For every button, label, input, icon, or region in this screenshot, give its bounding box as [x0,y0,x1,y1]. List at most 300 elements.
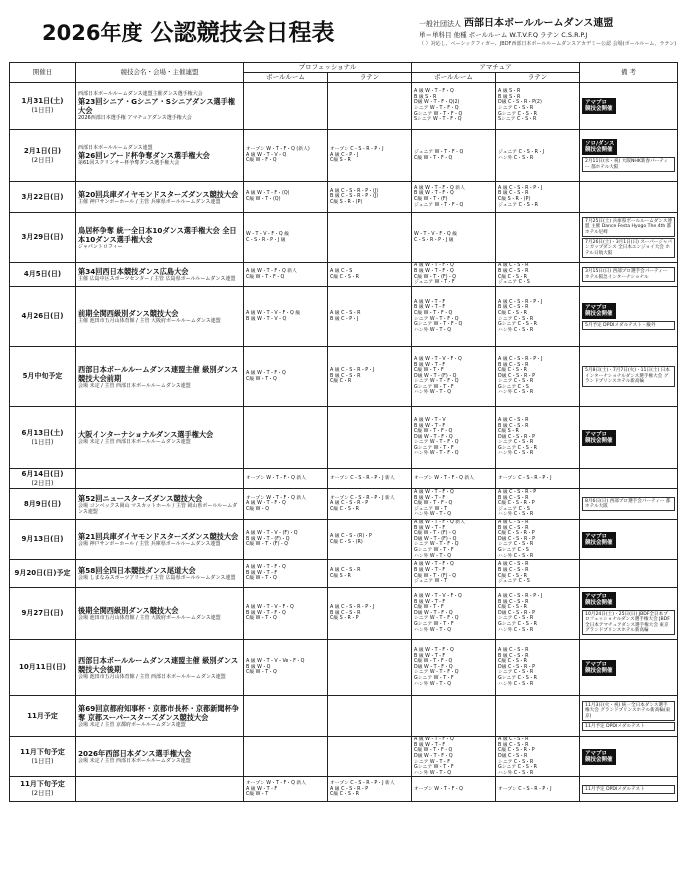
badge-line: アマプロ [585,100,608,106]
ama-ballroom-class: B 級 W・T・F [414,423,446,429]
badge-line: アマプロ [585,431,608,438]
ama-ballroom-class: B 級 S・R [414,94,437,100]
ama-ballroom-class: D級 W・T・F・Q [414,610,453,616]
event-venue: 会場 神戸サンボーホール / 主管 兵庫県ボールルームダンス連盟 [78,541,221,548]
schedule-table [9,62,678,802]
ama-ballroom-class: Gシニア W・T・F [414,384,454,390]
badge-line: ソロ/ダンス [585,141,615,148]
table-row [10,182,678,213]
event-date-text: 6月14日(日) [21,469,64,478]
ama-latin-class: A 級 C・S・R [498,417,529,423]
ama-ballroom-class: B 級 W・T・F・Q [414,191,454,197]
pro-am-badge [582,749,616,765]
pro-ballroom-class: C級 W・T [246,792,269,798]
ama-ballroom-class: A 級 W・T・F・Q [414,490,454,496]
pro-latin-class: C級 C・S・R [330,792,359,798]
ama-latin-class: Gシニア C・S [498,547,529,553]
ama-latin-class: シニア C・S・R [498,316,534,322]
pro-latin-class: C級 S・R・(P) [330,199,363,205]
event-date [10,489,76,520]
ama-ballroom-class: ジュニア W・T・F [414,280,455,286]
ama-latin-class: B 級 C・S・R [498,742,529,748]
ama-latin-cell [496,777,580,802]
ama-latin-cell [496,640,580,696]
notes-cell [580,489,678,520]
event-name: 2026年西部日本ダンス選手権大会 [78,749,192,759]
event-venue: 主催 池田市五月山体育館 / 主管 大阪府ボールルームダンス連盟 [78,318,221,324]
ama-ballroom-class: Gシニア W・T・F [414,765,454,771]
ama-latin-class: シニア C・S・R [498,379,534,385]
table-row [10,640,678,696]
ama-ballroom-class: シニア W・T・F・Q [414,379,459,385]
event-cell [76,469,244,489]
ama-ballroom-class: A 級 W・T・F [414,299,446,305]
title-year: 2026年度 [42,21,143,45]
badge-line: アマプロ [585,533,608,540]
notes-cell [580,263,678,287]
ama-ballroom-class: Gシニア W・T・F・Q [414,322,463,328]
notes-cell [580,469,678,489]
ama-ballroom-class: シニア W・T・F [414,759,450,765]
ama-ballroom-class: シニア W・T・F・Q [414,670,459,676]
ama-latin-class: A 級 C・S・R・P・J [498,356,543,362]
event-date-text: 8月9日(日) [23,499,62,508]
ama-ballroom-cell [412,588,496,640]
ama-ballroom-class: A 級 W・T・V・F・Q [414,356,462,362]
ama-ballroom-class: ハン外 W・T・Q [414,627,451,633]
pro-ballroom-cell [244,640,328,696]
pro-am-badge [582,532,616,548]
ama-latin-class: ハン外 C・S・R [498,451,534,457]
event-date-text: 4月5日(日) [23,270,62,278]
ama-latin-class: オープン C・S・R・P・J [498,475,552,481]
ama-latin-class: ジュニア C・S・R [498,202,538,208]
ama-ballroom-cell [412,130,496,182]
event-name: 第58回全四日本競技ダンス尾道大会 [78,566,196,576]
ama-latin-class: A 級 C・S・R [498,562,529,568]
event-date [10,407,76,469]
ama-latin-class: A 級 C・S・R・P・J [498,185,543,191]
ama-latin-class: D級 C・S・R・P(2) [498,100,542,106]
ama-latin-class: A 級 C・S・R [498,263,529,269]
table-row [10,287,678,347]
event-venue: 主催 神戸サンボーホール / 主管 兵庫県ボールルームダンス連盟 [78,198,221,205]
col-pro: プロフェッショナル [244,63,412,73]
ama-ballroom-class: D級 W・T・F・Q [414,664,453,670]
ama-latin-class: ハン外 C・S・R [498,681,534,687]
event-date [10,737,76,777]
ama-ballroom-class: A 級 W・T・F・Q [414,263,454,269]
ama-latin-class: C級 C・S・R [498,659,528,665]
col-ama-latin: ラテン [496,73,580,83]
ama-latin-class: シニア C・S・R [498,759,534,765]
ama-ballroom-class: C級 W・T・(F)・Q [414,573,457,579]
pro-ballroom-class: オープン W・T・F・Q 新人 [246,780,306,786]
page-title [42,14,334,47]
ama-ballroom-class: B 級 W・T・F・Q [414,268,454,274]
ama-ballroom-class: D級 W・T・(F)・Q [414,536,457,542]
pro-latin-cell [328,469,412,489]
pro-latin-cell [328,130,412,182]
event-name: 第34回西日本競技ダンス広島大会 [78,267,189,276]
pro-latin-cell [328,737,412,777]
pro-ballroom-class: A 級 W・T・F・Q [246,370,286,376]
ama-latin-class: ジュニア C・S [498,579,530,585]
ama-ballroom-cell [412,263,496,287]
table-row [10,777,678,802]
badge-line: アマプロ [585,304,608,311]
badge-line: 競技会開催 [585,599,613,606]
event-day-index: (2日目) [31,155,54,164]
ama-ballroom-class: ハン外 W・T・Q [414,512,451,518]
event-date-text: 11月下旬予定 [20,747,65,756]
pro-ballroom-class: オープン W・T・F・Q 新人 [246,475,306,481]
ama-latin-class: C級 S・R・(P) [498,197,531,202]
ama-ballroom-class: ハン外 W・T・Q [414,681,451,687]
ama-latin-class: C級 C・S・R [498,573,528,579]
pro-ballroom-cell [244,777,328,802]
event-date-text: 9月27日(日) [21,609,64,618]
ama-latin-class: ハン外 C・S・R [498,155,534,161]
event-organizer: 西部日本ボールルームダンス連盟主催ダンス選手権大会 [78,91,203,97]
ama-ballroom-class: Sシニア W・T・F・Q [414,117,462,123]
notes-cell [580,520,678,560]
badge-line: 競技会開催 [585,437,613,444]
ama-ballroom-class: B 級 W・T・F [414,362,446,368]
ama-ballroom-class: シニア W・T・F・Q [414,616,459,622]
ama-ballroom-cell [412,640,496,696]
pro-am-badge [582,430,616,446]
event-date-text: 3月22日(日) [21,192,64,201]
table-row [10,696,678,737]
ama-latin-class: C級 C・S・R・P [498,501,535,507]
event-cell [76,213,244,263]
ama-ballroom-class: ハン外 W・T・Q [414,327,451,333]
ama-ballroom-class: D級 W・T・F・Q [414,434,453,440]
event-venue: 第61回スクリンサー杯争奪ダンス選手権大会 [78,160,180,166]
notes-cell [580,696,678,737]
ama-ballroom-class: C級 W・T・F・Q [414,748,453,754]
table-row [10,588,678,640]
ama-latin-class: シニア C・S・R [498,106,534,111]
event-name: 大阪インターナショナルダンス選手権大会 [78,430,214,439]
pro-latin-cell [328,347,412,407]
ama-latin-class: ジュニア C・S・R・J [498,149,545,155]
badge-line: 競技会開催 [585,310,613,317]
event-date [10,130,76,182]
ama-ballroom-cell [412,182,496,213]
event-venue: 会場 未定 / 主管 西部日本ボールルームダンス連盟 [78,758,191,765]
pro-ballroom-class: C級 W・T・Q [246,616,277,622]
notes-cell [580,560,678,588]
event-name: 第20回兵庫ダイヤモンドスターズダンス競技大会 [78,189,239,199]
pro-ballroom-cell [244,83,328,130]
pro-latin-cell [328,696,412,737]
pro-latin-class: A 級 C・S・R・P・J [330,605,375,611]
pro-latin-class: A 級 C・S・R・P [330,501,369,507]
pro-latin-class: B 級 C・P・J [330,316,359,322]
ama-latin-class: C級 C・S・R・P [498,531,535,537]
ama-latin-cell [496,287,580,347]
note-box: 11月3日(火・祝) 統一全日本ダンス選手権大会 グランドプリンスホテル新高輪(東京) [582,701,675,721]
pro-ballroom-class: B 級 W・T・F [246,570,278,576]
event-cell [76,640,244,696]
ama-latin-class: D級 C・S・R・P [498,664,536,670]
ama-latin-cell [496,737,580,777]
event-name: 第21回兵庫ダイヤモンドスターズダンス競技大会 [78,532,239,542]
pro-ballroom-cell [244,182,328,213]
note-box: 7月25日(土) 兵庫県ボールルームダンス連盟 主催 Dance Festa Hyogo The 4th 都ホテル尼崎 [582,217,675,237]
pro-ballroom-class: C級 W・T・Q [246,670,277,676]
note-box: 7月26日(土)・3月1日(日) スーパージャパンカップダンス 全日本エンジョイ大会 ホテル日航大阪 [582,238,675,258]
event-venue: 会場 池田市五月山体育館 / 主管 大阪府ボールルームダンス連盟 [78,615,221,622]
pro-latin-class: A 級 C・S・R・P [330,786,369,792]
pro-latin-class: C級 C・S・R [330,506,359,512]
event-date [10,560,76,588]
pro-latin-class: A 級 C・S・R [330,310,361,316]
ama-latin-cell [496,182,580,213]
pro-latin-cell [328,520,412,560]
pro-latin-cell [328,640,412,696]
table-row [10,263,678,287]
ama-latin-class: B 級 C・S・R [498,191,529,197]
event-name: 第52回ニュースターズダンス競技大会 [78,493,203,503]
col-ama: アマチュア [412,63,580,73]
pro-latin-class: オープン C・S・R・P・J 新人 [330,475,395,481]
ama-ballroom-class: B 級 W・T・F [414,525,446,531]
pro-latin-cell [328,777,412,802]
pro-latin-class: A 級 C・S・R [330,568,361,574]
ama-ballroom-cell [412,520,496,560]
col-date: 開催日 [10,63,76,83]
org-title: 西部日本ボールルームダンス連盟 [464,18,614,29]
ama-ballroom-cell [412,469,496,489]
pro-latin-cell [328,560,412,588]
ama-ballroom-class: Gシニア W・T・F [414,676,454,682]
ama-latin-class: Gシニア C・S・R [498,445,537,451]
pro-latin-class: オープン C・S・R・P・J 新人 [330,495,395,501]
ama-ballroom-class: C・S・R・P・J 級 [414,237,454,243]
ama-ballroom-class: ハン外 W・T・Q [414,390,451,396]
ama-latin-class: A 級 C・S・R [498,520,529,525]
pro-ballroom-class: B 級 W・Q [246,664,271,670]
notes-cell [580,213,678,263]
ama-ballroom-class: ハン外 W・T・F・Q [414,451,459,457]
pro-ballroom-cell [244,287,328,347]
event-date [10,182,76,213]
ama-latin-cell [496,696,580,737]
pro-ballroom-cell [244,520,328,560]
ama-latin-class: ハン外 C・S・R [498,770,534,776]
event-venue: 主催 広島中区スポーツセンター / 主管 広島県ボールルームダンス連盟 [78,276,236,282]
ama-ballroom-class: A 級 W・T・F・Q 新人 [414,185,465,191]
pro-latin-class: A 級 C・S・R・P・J [330,368,375,374]
ama-latin-class: C級 C・S・R [498,605,528,611]
ama-latin-cell [496,560,580,588]
table-row [10,469,678,489]
ama-latin-class: A 級 C・S・R [498,737,529,743]
note-box: 8月6日(日) 西部プロ選手会パーティー 都ホテル大阪 [582,497,675,512]
ama-ballroom-class: C級 W・T・(F)・Q [414,531,457,537]
ama-latin-class: A 級 C・S・R・P・J [498,299,543,305]
ama-latin-class: B 級 C・S・R [498,653,529,659]
ama-ballroom-class: オープン W・T・F・Q [414,786,463,792]
ama-ballroom-class: C級 W・T・F [414,605,444,611]
badge-line: 競技会開催 [585,539,613,546]
ama-ballroom-cell [412,213,496,263]
pro-am-badge [582,660,616,676]
pro-ballroom-class: C級 W・Q [246,506,269,512]
event-date [10,347,76,407]
ama-latin-class: C級 S・R [498,429,519,435]
badge-line: 競技会開催 [585,147,613,154]
col-notes: 備 考 [580,63,678,83]
ama-ballroom-cell [412,407,496,469]
event-date [10,213,76,263]
ama-ballroom-class: ハン外 W・T・Q [414,553,451,559]
ama-ballroom-cell [412,696,496,737]
ama-latin-class: Gシニア C・S・R [498,111,537,117]
pro-ballroom-cell [244,347,328,407]
badge-line: アマプロ [585,750,608,757]
pro-ballroom-class: A 級 W・T・F [246,786,278,792]
pro-latin-class: B 級 C・S・R [330,610,361,616]
event-date [10,640,76,696]
event-cell [76,777,244,802]
notes-cell [580,83,678,130]
ama-latin-cell [496,213,580,263]
ama-ballroom-class: B 級 W・T・F [414,495,446,501]
event-date-text: 2月1日(日) [23,146,62,155]
event-date [10,588,76,640]
pro-ballroom-class: B 級 W・T・F・Q [246,610,286,616]
badge-line: アマプロ [585,593,608,600]
ama-latin-class: B 級 C・S・R [498,599,529,605]
ama-latin-class: B 級 S・R [498,94,521,100]
ama-ballroom-class: ジュニア W・T・F・Q [414,202,464,208]
ama-latin-class: B 級 C・S・R [498,268,529,274]
ama-latin-cell [496,130,580,182]
table-row [10,560,678,588]
pro-latin-class: B 級 C・S・R・P・(J) [330,194,379,200]
ama-ballroom-class: B 級 W・T・F [414,742,446,748]
event-venue: ジャパントロフィー [78,243,123,250]
pro-ballroom-cell [244,263,328,287]
ama-ballroom-cell [412,83,496,130]
ama-ballroom-class: D級 W・T・(F)・Q [414,373,457,379]
ama-ballroom-class: B 級 W・T・F [414,568,446,574]
ama-latin-class: シニア C・S・R [498,440,534,446]
event-date-text: 4月26日(日) [21,312,64,320]
event-cell [76,520,244,560]
pro-ballroom-cell [244,696,328,737]
ama-ballroom-class: Gシニア W・T・F [414,622,454,628]
ama-ballroom-class: ジュニア W・T [414,506,448,512]
pro-latin-cell [328,407,412,469]
org-name [419,14,613,29]
event-date [10,83,76,130]
pro-latin-class: A 級 C・S・(R)・P [330,533,372,539]
pro-latin-class: A 級 C・S・R・P・(J) [330,188,379,194]
pro-ballroom-class: C・S・R・P・J 級 [246,237,286,243]
pro-ballroom-cell [244,469,328,489]
ama-ballroom-class: C級 W・T・F・Q [414,429,453,435]
event-venue: 会場 しまなみスポーツアリーナ / 主管 広島県ボールルームダンス連盟 [78,575,236,582]
note-box: 5月8日(土)・7月7日(火)・11日(土) 日本インターナショナルダンス選手権大会 グランドプリンスホテル新高輪 [582,366,675,386]
event-date [10,777,76,802]
pro-ballroom-class: B 級 W・T・(F)・Q [246,536,290,542]
pro-latin-cell [328,588,412,640]
badge-line: アマプロ [585,661,608,668]
event-date-text: 9月13日(日) [21,535,64,544]
notes-cell [580,640,678,696]
notes-cell [580,130,678,182]
ama-ballroom-cell [412,560,496,588]
event-cell [76,287,244,347]
event-venue: 会場 未定 / 主管 西部日本ボールルームダンス連盟 [78,382,191,389]
ama-ballroom-class: ジュニア W・T [414,579,448,585]
table-row [10,489,678,520]
note-box: 10月24日(土)・25日(日) JBDF全日本プロフェッショナルダンス選手権大会 JBDF全日本アマチュアダンス選手権大会 東京 グランドプリンスホテル新高輪 [582,610,675,636]
event-venue: 会場 未定 / 主管 京都府ボールルームダンス連盟 [78,722,186,729]
table-row [10,520,678,560]
ama-ballroom-class: C級 W・T・F・Q [414,155,453,161]
event-day-index: (1日目) [31,106,54,114]
pro-latin-cell [328,83,412,130]
event-cell [76,489,244,520]
ama-latin-class: A 級 C・S・R [498,648,529,654]
ama-latin-class: B 級 C・S・R [498,495,529,501]
event-cell [76,347,244,407]
ama-latin-class: D級 C・S・R・P [498,610,536,616]
event-cell [76,560,244,588]
event-name: 第26回レアード杯争奪ダンス選手権大会 [78,151,210,160]
event-day-index: (1日目) [31,437,54,446]
event-name: 第23回シニア・Gシニア・Sシニアダンス選手権大会 [78,97,235,115]
ama-ballroom-class: オープン W・T・F・Q 新人 [414,475,475,481]
table-row [10,213,678,263]
ama-latin-class: ハン外 C・S・R [498,390,534,396]
pro-ballroom-class: A 級 W・T・F・Q 新人 [246,268,297,274]
pro-latin-class: C級 S・R [330,158,351,164]
event-date-text: 6月13日(土) [21,428,64,437]
note-box: 3月15日(日) 西部プロ選手会パーティー ホテル阪急インターナショナル [582,267,675,282]
pro-latin-cell [328,287,412,347]
notes-cell [580,182,678,213]
badge-line: 競技会開催 [585,756,613,763]
ama-latin-class: ハン外 C・S・R [498,627,534,633]
ama-latin-class: ハン外 C・S・R [498,327,534,333]
event-date-text: 3月29日(日) [21,233,64,241]
pro-latin-cell [328,213,412,263]
pro-ballroom-class: A 級 W・T・F・(Q) [246,191,290,197]
ama-latin-class: B 級 C・S・R [498,568,529,574]
notes-cell [580,287,678,347]
event-date-text: 10月11日(日) [19,663,66,672]
ama-ballroom-class: Gシニア W・T・F [414,445,454,451]
ama-ballroom-cell [412,777,496,802]
table-row [10,737,678,777]
event-cell [76,588,244,640]
ama-latin-class: D級 C・S・R [498,753,528,759]
ama-ballroom-class: A 級 W・T・V [414,417,446,423]
table-row [10,130,678,182]
pro-am-badge [582,592,616,608]
ama-latin-class: ハン外 C・S・R [498,512,534,518]
ama-latin-class: シニア C・S・R [498,670,534,676]
pro-ballroom-cell [244,407,328,469]
pro-am-badge [582,98,616,114]
